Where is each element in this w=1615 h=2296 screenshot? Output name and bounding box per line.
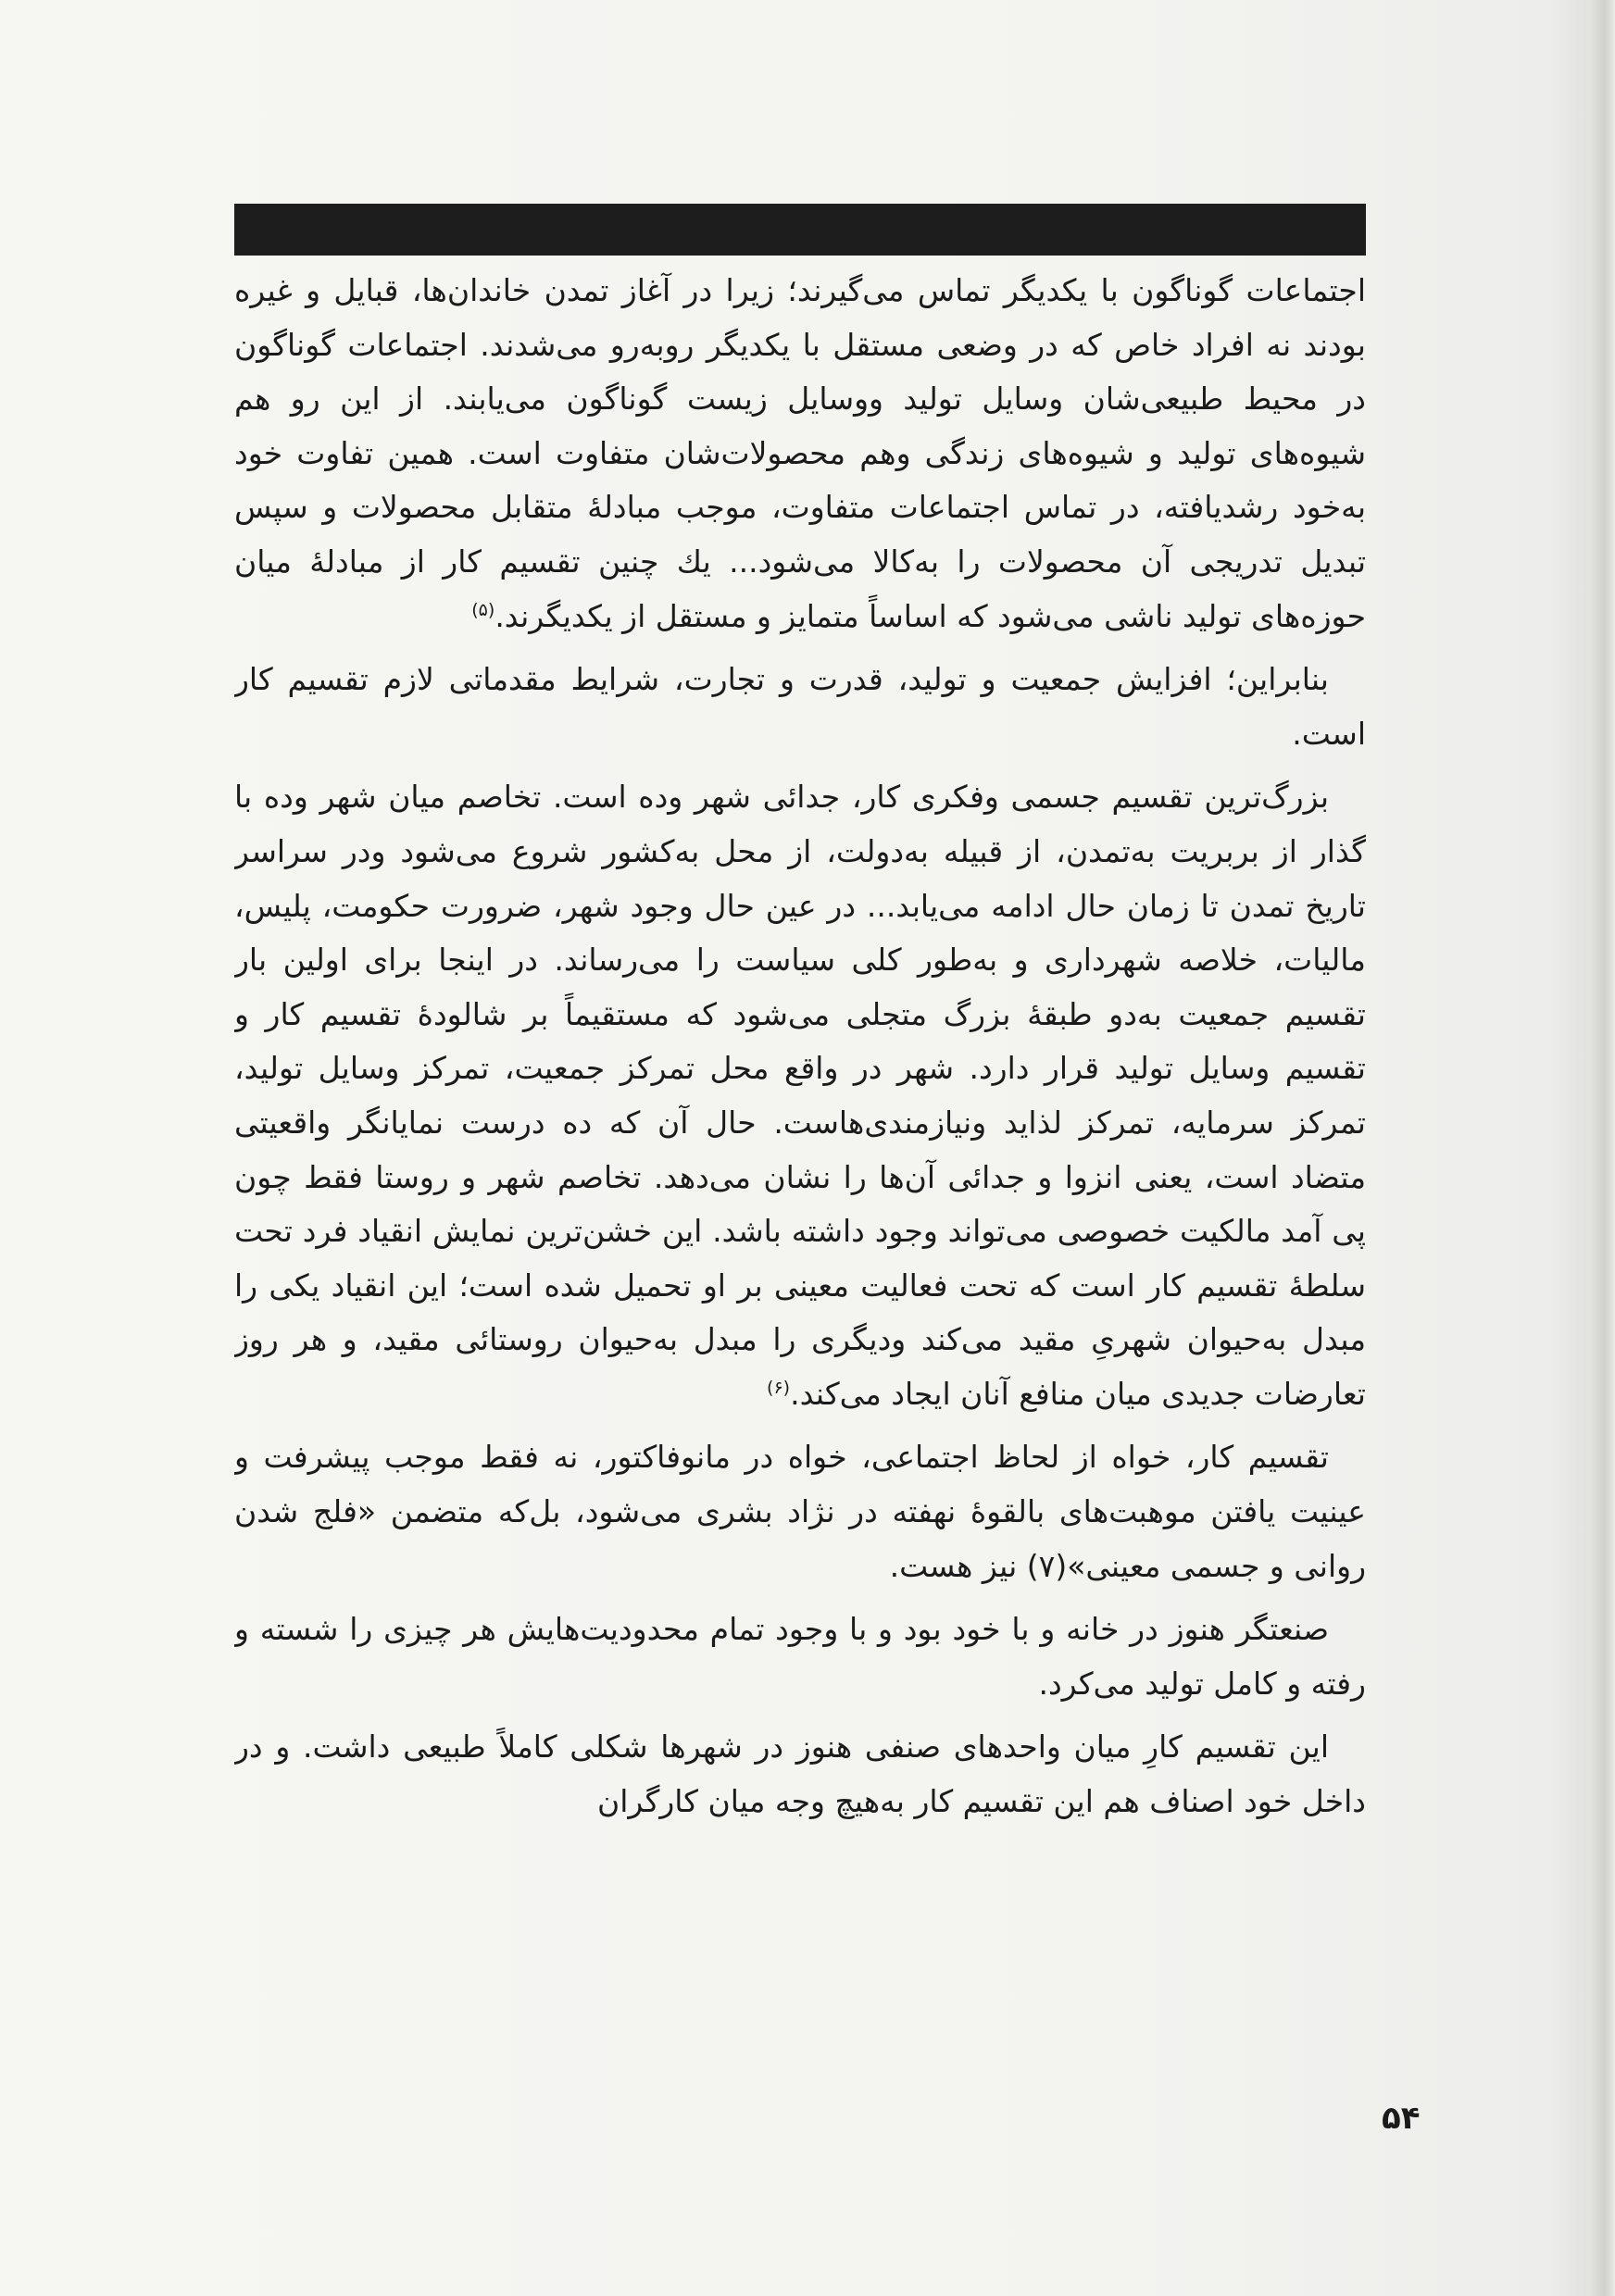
body-text <box>234 264 1366 2134</box>
paragraph-5: صنعتگر هنوز در خانه و با خود بود و با وجود تمام محدودیت‌هایش هر چیزی را شسته و رفته و کامل تولید می‌کرد. <box>234 1611 1366 1702</box>
footnote-marker-5: (۵) <box>471 599 495 620</box>
footnote-marker-6: (۶) <box>767 1377 791 1398</box>
paragraph-1: اجتماعات گوناگون با یکدیگر تماس می‌گیرند؛ زیرا در آغاز تمدن خاندان‌ها، قبایل و غیره بودند نه افراد خاص که در وضعی مستقل با یکدیگر روبه‌رو می‌شدند. اجتماعات گوناگون در محیط طبیعی‌شان وسایل تولید ووسایل زیست گوناگون می‌یابند. از این رو هم شیوه‌های تولید و شیوه‌های زندگی وهم محصولات‌شان متفاوت است. همین تفاوت خود به‌خود رشدیافته، در تماس اجتماعات متفاوت، موجب مبادلهٔ متقابل محصولات و سپس تبدیل تدریجی آن محصولات را به‌کالا می‌شود... یك چنین تقسیم کار از مبادلهٔ میان حوزه‌های تولید ناشی می‌شود که اساساً متمایز و مستقل از یکدیگرند.$^{(۵)}$ <box>234 272 1366 634</box>
paragraph-6: این تقسیم کارِ میان واحدهای صنفی هنوز در شهرها شکلی کاملاً طبیعی داشت. و در داخل خود اصناف هم این تقسیم کار به‌هیچ وجه میان کارگران <box>234 1728 1366 1820</box>
paragraph-3: بزرگ‌ترین تقسیم جسمی وفکری کار، جدائی شهر وده است. تخاصم میان شهر وده با گذار از بربریت به‌تمدن، از قبیله به‌دولت، از محل به‌کشور شروع می‌شود ودر سراسر تاریخ تمدن تا زمان حال ادامه می‌یابد... در عین حال وجود شهر، ضرورت حکومت، پلیس، مالیات، خلاصه شهرداری و به‌طور کلی سیاست را می‌رساند. در اینجا برای اولین بار تقسیم جمعیت به‌دو طبقهٔ بزرگ متجلی می‌شود که مستقیماً بر شالودهٔ تقسیم کار و تقسیم وسایل تولید قرار دارد. شهر در واقع محل تمرکز جمعیت، تمرکز وسایل تولید، تمرکز سرمایه، تمرکز لذاید ونیازمندی‌هاست. حال آن که ده درست نمایانگر واقعیتی متضاد است، یعنی انزوا و جدائی آن‌ها را نشان می‌دهد. تخاصم شهر و روستا فقط چون پی آمد مالکیت خصوصی می‌تواند وجود داشته باشد. این خشن‌ترین نمایش انقیاد فرد تحت سلطهٔ تقسیم کار است که تحت فعالیت معینی بر او تحمیل شده است؛ این انقیاد یکی را مبدل به‌حیوان شهریِ مقید می‌کند ودیگری را مبدل به‌حیوان روستائی مقید، و هر روز تعارضات جدیدی میان منافع آنان ایجاد می‌کند.$^{(۶)}$ <box>234 779 1366 1412</box>
paragraph-4: تقسیم کار، خواه از لحاظ اجتماعی، خواه در مانوفاکتور، نه فقط موجب پیشرفت و عینیت یافتن موهبت‌های بالقوهٔ نهفته در نژاد بشری می‌شود، بل‌که متضمن «فلج شدن روانی و جسمی معینی»(۷) نیز هست. <box>234 1439 1366 1584</box>
header-bar <box>234 204 1366 256</box>
paragraph-2: بنابراین؛ افزایش جمعیت و تولید، قدرت و تجارت، شرایط مقدماتی لازم تقسیم کار است. <box>234 661 1366 752</box>
page-number: ۵۴ <box>1382 2100 1421 2137</box>
page-edge-shadow <box>1589 0 1615 2296</box>
